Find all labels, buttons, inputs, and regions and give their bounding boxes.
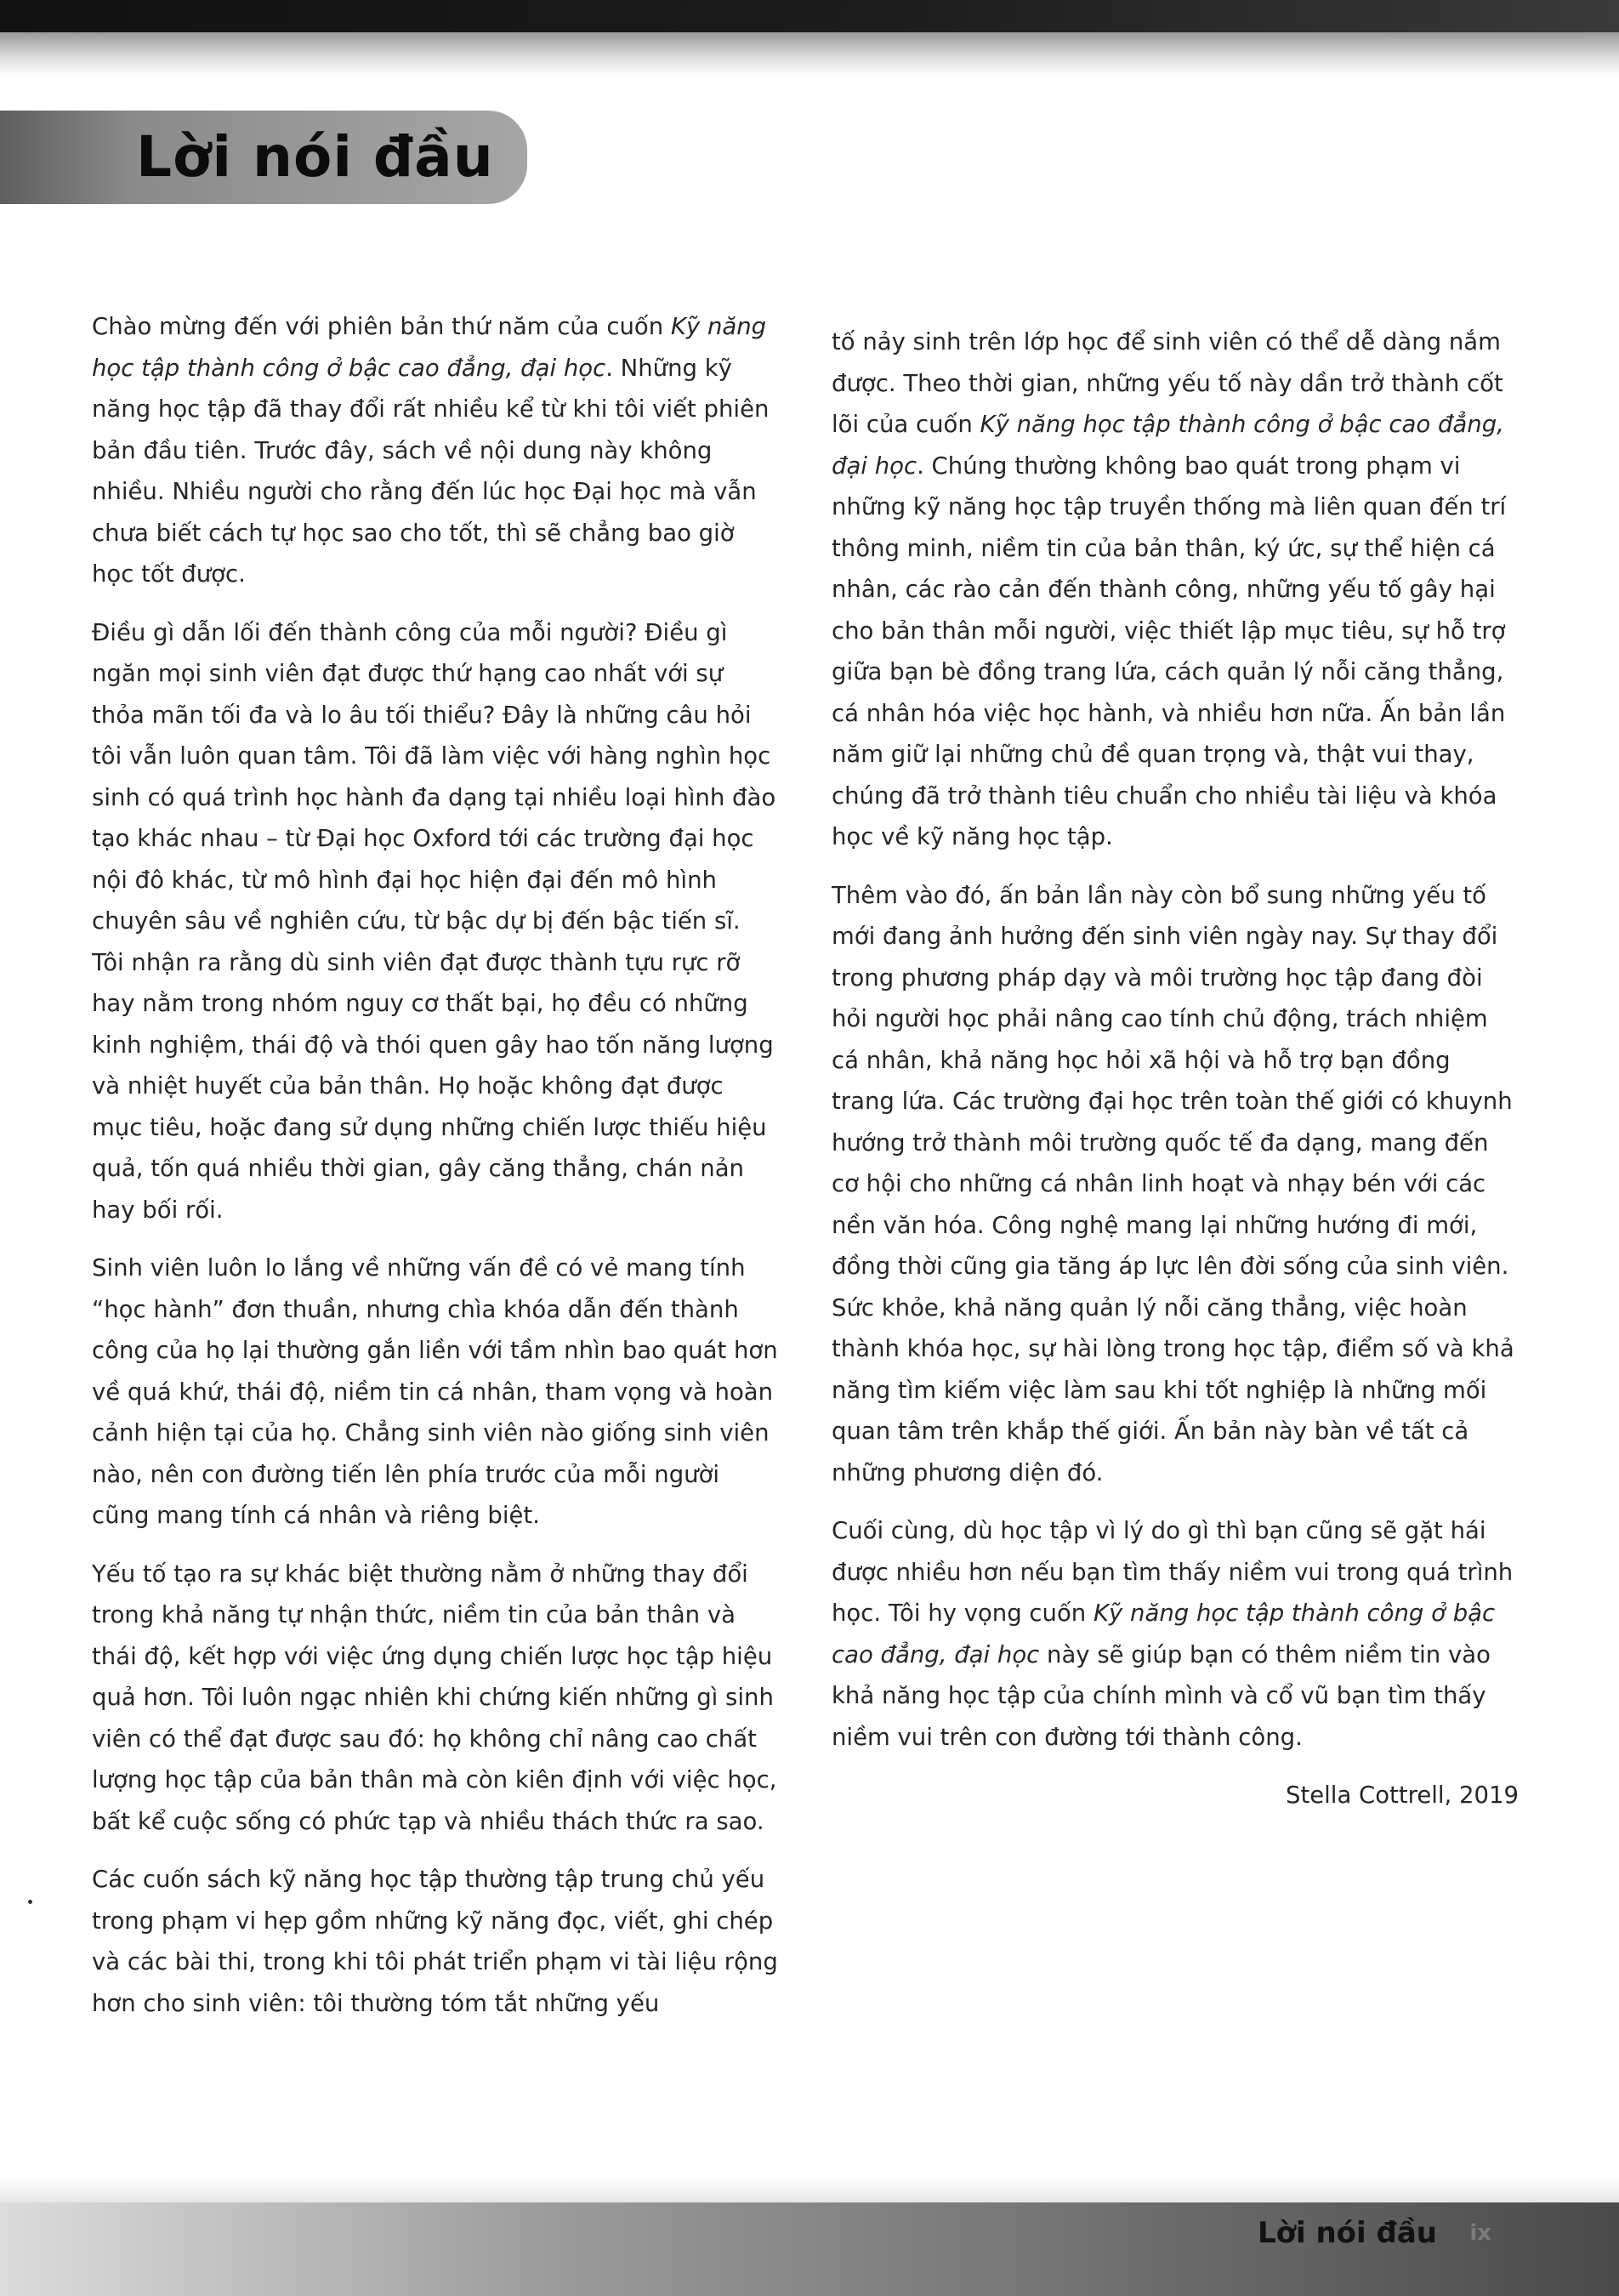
book-title: Kỹ năng học tập thành công ở bậc cao đẳng, đại học (92, 313, 767, 382)
left-column (92, 306, 779, 2041)
book-title: Kỹ năng học tập thành công ở bậc cao đẳng, đại học (832, 411, 1504, 480)
footer-band-fade (0, 2177, 1619, 2202)
paragraph-study-books: Các cuốn sách kỹ năng học tập thường tập trung chủ yếu trong phạm vi hẹp gồm những kỹ năng đọc, viết, ghi chép và các bài thi, trong khi tôi phát triển phạm vi tài liệu rộng hơn cho sinh viên: tôi thường tóm tắt những yếu (92, 1866, 778, 2017)
page-top-shadow (0, 32, 1619, 75)
footer-running-title: Lời nói đầu (1257, 2216, 1437, 2250)
paragraph-core-factors (832, 321, 1519, 858)
page-number: ix (1469, 2220, 1491, 2246)
paragraph-difference: Yếu tố tạo ra sự khác biệt thường nằm ở những thay đổi trong khả năng tự nhận thức, niềm tin của bản thân và thái độ, kết hợp với việc ứng dụng chiến lược học tập hiệu quả hơn. Tôi luôn ngạc nhiên khi chứng kiến những gì sinh viên có thể đạt được sau đó: họ không chỉ nâng cao chất lượng học tập của bản thân mà còn kiên định với việc học, bất kể cuộc sống có phức tạp và nhiều thách thức ra sao. (92, 1560, 777, 1835)
paragraph-text: này sẽ giúp bạn có thêm niềm tin vào khả năng học tập của chính mình và cổ vũ bạn tìm thấy niềm vui trên con đường tới thành công. (832, 1640, 1491, 1751)
page-top-edge (0, 0, 1619, 32)
paragraph-text: Cuối cùng, dù học tập vì lý do gì thì bạn cũng sẽ gặt hái được nhiều hơn nếu bạn tìm thấy niềm vui trong quá trình học. Tôi hy vọng cuốn (832, 1517, 1514, 1627)
right-column (832, 321, 1519, 1833)
author-signature: Stella Cottrell, 2019 (1286, 1782, 1519, 1809)
paragraph-success: Điều gì dẫn lối đến thành công của mỗi người? Điều gì ngăn mọi sinh viên đạt được thứ hạng cao nhất với sự thỏa mãn tối đa và lo âu tối thiểu? Đây là những câu hỏi tôi vẫn luôn quan tâm. Tôi đã làm việc với hàng nghìn học sinh có quá trình học hành đa dạng tại nhiều loại hình đào tạo khác nhau – từ Đại học Oxford tới các trường đại học nội đô khác, từ mô hình đại học hiện đại đến mô hình chuyên sâu về nghiên cứu, từ bậc dự bị đến bậc tiến sĩ. Tôi nhận ra rằng dù sinh viên đạt được thành tựu rực rỡ hay nằm trong nhóm nguy cơ thất bại, họ đều có những kinh nghiệm, thái độ và thói quen gây hao tốn năng lượng và nhiệt huyết của bản thân. Họ hoặc không đạt được mục tiêu, hoặc đang sử dụng những chiến lược thiếu hiệu quả, tốn quá nhiều thời gian, gây căng thẳng, chán nản hay bối rối. (92, 618, 776, 1224)
paragraph-text: . Chúng thường không bao quát trong phạm vi những kỹ năng học tập truyền thống mà liên quan đến trí thông minh, niềm tin của bản thân, ký ức, sự thể hiện cá nhân, các rào cản đến thành công, những yếu tố gây hại cho bản thân mỗi người, việc thiết lập mục tiêu, sự hỗ trợ giữa bạn bè đồng trang lứa, cách quản lý nỗi căng thẳng, cá nhân hóa việc học hành, và nhiều hơn nữa. Ấn bản lần năm giữ lại những chủ đề quan trọng và, thật vui thay, chúng đã trở thành tiêu chuẩn cho nhiều tài liệu và khóa học về kỹ năng học tập. (832, 452, 1507, 850)
paragraph-new-edition: Thêm vào đó, ấn bản lần này còn bổ sung những yếu tố mới đang ảnh hưởng đến sinh viên ngày nay. Sự thay đổi trong phương pháp dạy và môi trường học tập đang đòi hỏi người học phải nâng cao tính chủ động, trách nhiệm cá nhân, khả năng học hỏi xã hội và hỗ trợ bạn đồng trang lứa. Các trường đại học trên toàn thế giới có khuynh hướng trở thành môi trường quốc tế đa dạng, mang đến cơ hội cho những cá nhân linh hoạt và nhạy bén với các nền văn hóa. Công nghệ mang lại những hướng đi mới, đồng thời cũng gia tăng áp lực lên đời sống của sinh viên. Sức khỏe, khả năng quản lý nỗi căng thẳng, việc hoàn thành khóa học, sự hài lòng trong học tập, điểm số và khả năng tìm kiếm việc làm sau khi tốt nghiệp là những mối quan tâm trên khắp thế giới. Ấn bản này bàn về tất cả những phương diện đó. (832, 881, 1514, 1486)
page-title: Lời nói đầu (136, 124, 494, 190)
paragraph-welcome (92, 306, 779, 595)
paragraph-text: Chào mừng đến với phiên bản thứ năm của cuốn (92, 313, 671, 340)
book-title: Kỹ năng học tập thành công ở bậc cao đẳng, đại học (832, 1600, 1496, 1668)
paragraph-text: . Những kỹ năng học tập đã thay đổi rất nhiều kể từ khi tôi viết phiên bản đầu tiên. Trước đây, sách về nội dung này không nhiều. Nhiều người cho rằng đến lúc học Đại học mà vẫn chưa biết cách tự học sao cho tốt, thì sẽ chẳng bao giờ học tốt được. (92, 354, 770, 588)
paragraph-closing (832, 1510, 1519, 1758)
margin-mark (28, 1900, 32, 1904)
paragraph-text: tố nảy sinh trên lớp học để sinh viên có thể dễ dàng nắm được. Theo thời gian, những yếu tố này dần trở thành cốt lõi của cuốn (832, 328, 1503, 438)
paragraph-worries: Sinh viên luôn lo lắng về những vấn đề có vẻ mang tính “học hành” đơn thuần, nhưng chìa khóa dẫn đến thành công của họ lại thường gắn liền với tầm nhìn bao quát hơn về quá khứ, thái độ, niềm tin cá nhân, tham vọng và hoàn cảnh hiện tại của họ. Chẳng sinh viên nào giống sinh viên nào, nên con đường tiến lên phía trước của mỗi người cũng mang tính cá nhân và riêng biệt. (92, 1254, 778, 1529)
